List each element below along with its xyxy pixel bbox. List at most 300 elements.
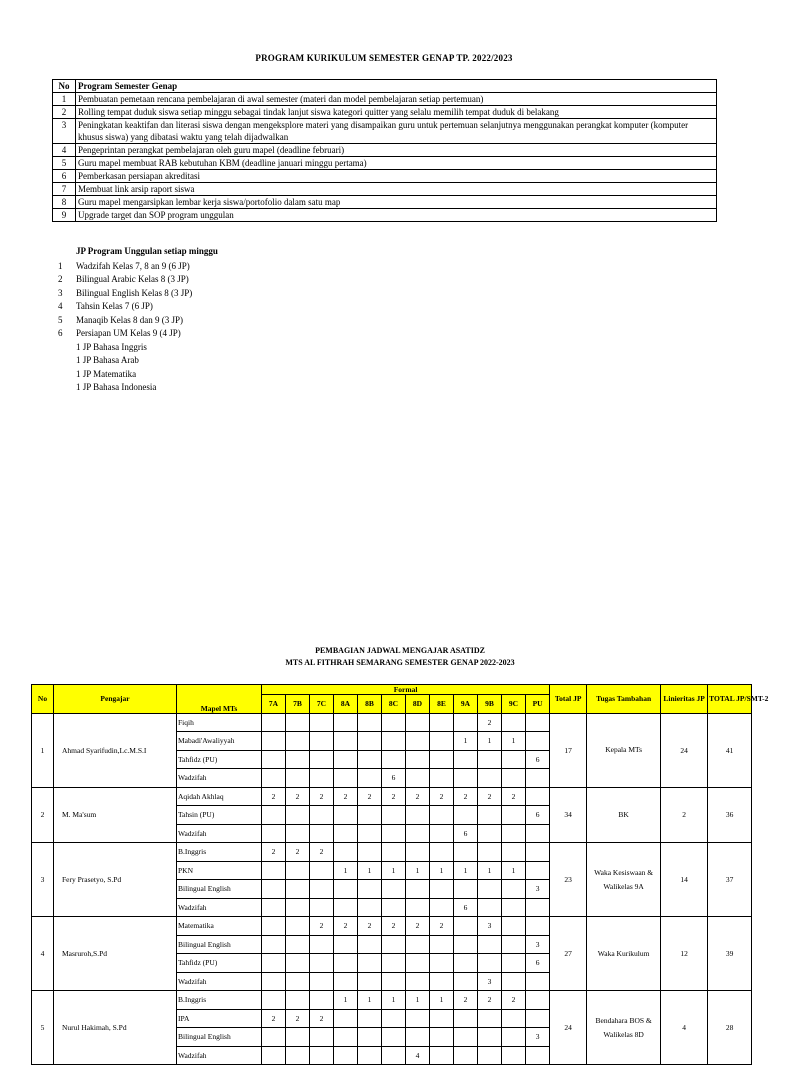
header-class: 8B — [358, 695, 382, 714]
jp-cell: 1 — [478, 732, 502, 751]
jp-cell — [406, 954, 430, 973]
total-smt-cell: 39 — [708, 917, 752, 991]
jp-cell: 1 — [454, 861, 478, 880]
jp-cell — [502, 824, 526, 843]
jp-cell — [262, 972, 286, 991]
subject-cell: IPA — [177, 1009, 262, 1028]
jp-cell — [454, 769, 478, 788]
jp-cell — [430, 1028, 454, 1047]
jp-cell — [286, 713, 310, 732]
teacher-name: Nurul Hakimah, S.Pd — [54, 991, 177, 1065]
program-row-no: 9 — [53, 209, 76, 222]
program-row — [53, 196, 717, 209]
jp-cell — [334, 880, 358, 899]
jp-cell: 2 — [310, 917, 334, 936]
teacher-name: Ahmad Syarifudin,Lc.M.S.I — [54, 713, 177, 787]
program-row-no: 1 — [53, 93, 76, 106]
jp-cell: 2 — [262, 1009, 286, 1028]
jp-cell — [358, 824, 382, 843]
jp-cell — [310, 861, 334, 880]
jp-program-item-text: Manaqib Kelas 8 dan 9 (3 JP) — [76, 314, 183, 325]
jp-cell — [358, 769, 382, 788]
tugas-cell: BK — [587, 787, 661, 843]
subject-cell: Wadzifah — [177, 769, 262, 788]
jp-program-title: JP Program Unggulan setiap minggu — [76, 246, 218, 256]
jp-cell — [502, 806, 526, 825]
jp-cell — [310, 824, 334, 843]
jp-cell — [478, 935, 502, 954]
total-smt-cell: 41 — [708, 713, 752, 787]
schedule-row — [32, 713, 752, 732]
header-total-jp: Total JP — [550, 685, 587, 714]
jp-cell — [502, 1046, 526, 1065]
program-row — [53, 170, 717, 183]
jp-cell — [526, 972, 550, 991]
jp-cell — [262, 732, 286, 751]
program-row-text: Upgrade target dan SOP program unggulan — [76, 209, 717, 222]
linieritas-cell: 24 — [661, 713, 708, 787]
header-mapel: Mapel MTs — [177, 685, 262, 714]
jp-cell: 4 — [406, 1046, 430, 1065]
program-row-text: Rolling tempat duduk siswa setiap minggu sebagai tindak lanjut siswa kategori quitter yang selalu memilih tempat duduk di belakang — [76, 106, 717, 119]
jp-cell — [526, 1009, 550, 1028]
jp-cell — [286, 1028, 310, 1047]
jp-cell — [262, 898, 286, 917]
jp-cell — [502, 713, 526, 732]
jp-cell — [310, 898, 334, 917]
jp-cell — [430, 972, 454, 991]
jp-cell — [262, 880, 286, 899]
jp-cell — [478, 806, 502, 825]
program-row — [53, 93, 717, 106]
program-row — [53, 119, 717, 144]
jp-cell — [406, 898, 430, 917]
jp-cell: 6 — [382, 769, 406, 788]
jp-cell — [310, 1028, 334, 1047]
jp-cell — [526, 917, 550, 936]
jp-program-item-no: 3 — [58, 287, 63, 298]
total-jp-cell: 17 — [550, 713, 587, 787]
jp-program-item — [58, 273, 192, 286]
jp-cell: 1 — [334, 861, 358, 880]
jp-cell — [502, 898, 526, 917]
program-table — [52, 79, 717, 222]
jp-cell: 2 — [286, 1009, 310, 1028]
schedule-title-line1: PEMBAGIAN JADWAL MENGAJAR ASATIDZ — [315, 646, 485, 655]
jp-cell — [358, 954, 382, 973]
jp-cell: 1 — [454, 732, 478, 751]
jp-program-item-no: 2 — [58, 274, 63, 285]
jp-cell — [310, 991, 334, 1010]
jp-cell: 2 — [382, 917, 406, 936]
jp-cell — [358, 713, 382, 732]
jp-cell — [358, 732, 382, 751]
jp-cell — [478, 1046, 502, 1065]
jp-cell: 2 — [334, 917, 358, 936]
jp-cell: 2 — [286, 843, 310, 862]
header-class: 9C — [502, 695, 526, 714]
jp-cell — [430, 880, 454, 899]
jp-cell: 6 — [454, 898, 478, 917]
jp-cell: 2 — [454, 787, 478, 806]
jp-program-item — [58, 327, 192, 340]
jp-cell: 2 — [358, 917, 382, 936]
jp-cell — [478, 750, 502, 769]
jp-cell — [454, 750, 478, 769]
jp-cell — [502, 935, 526, 954]
jp-cell: 2 — [478, 713, 502, 732]
jp-cell — [406, 769, 430, 788]
jp-cell — [382, 824, 406, 843]
subject-cell: Tahfidz (PU) — [177, 954, 262, 973]
jp-cell — [430, 750, 454, 769]
tugas-cell: Waka Kurikulum — [587, 917, 661, 991]
jp-cell — [286, 806, 310, 825]
header-total-smt: TOTAL JP/SMT-2 — [708, 685, 752, 714]
jp-cell — [382, 954, 406, 973]
teacher-no: 3 — [32, 843, 54, 917]
jp-cell — [382, 935, 406, 954]
jp-cell — [502, 1028, 526, 1047]
jp-cell — [406, 880, 430, 899]
jp-cell — [502, 750, 526, 769]
jp-cell: 2 — [502, 787, 526, 806]
jp-cell — [382, 806, 406, 825]
jp-cell — [526, 732, 550, 751]
jp-cell — [286, 935, 310, 954]
jp-cell — [358, 750, 382, 769]
jp-cell — [454, 1028, 478, 1047]
jp-cell — [334, 769, 358, 788]
program-row-no: 6 — [53, 170, 76, 183]
jp-cell — [358, 972, 382, 991]
teacher-no: 1 — [32, 713, 54, 787]
jp-cell — [454, 806, 478, 825]
jp-cell — [358, 806, 382, 825]
jp-cell — [526, 861, 550, 880]
jp-cell — [358, 1009, 382, 1028]
jp-cell: 3 — [526, 880, 550, 899]
jp-cell — [310, 954, 334, 973]
jp-cell — [334, 806, 358, 825]
jp-cell: 6 — [526, 750, 550, 769]
schedule-title — [0, 645, 800, 669]
program-row — [53, 209, 717, 222]
jp-program-item-no: 1 — [58, 261, 63, 271]
jp-cell — [358, 898, 382, 917]
jp-cell — [478, 843, 502, 862]
jp-cell — [262, 861, 286, 880]
jp-cell — [286, 769, 310, 788]
subject-cell: Tahfidz (PU) — [177, 750, 262, 769]
schedule-table — [31, 684, 769, 1065]
jp-cell — [406, 935, 430, 954]
jp-cell — [526, 769, 550, 788]
header-formal: Formal — [262, 685, 550, 695]
header-class: 7B — [286, 695, 310, 714]
linieritas-cell: 14 — [661, 843, 708, 917]
schedule-row — [32, 787, 752, 806]
jp-cell — [406, 843, 430, 862]
total-jp-cell: 24 — [550, 991, 587, 1065]
jp-cell: 1 — [430, 991, 454, 1010]
jp-cell: 6 — [526, 954, 550, 973]
jp-cell — [430, 769, 454, 788]
jp-cell: 2 — [430, 787, 454, 806]
jp-cell — [382, 843, 406, 862]
program-row — [53, 157, 717, 170]
jp-cell — [334, 954, 358, 973]
jp-cell — [406, 1028, 430, 1047]
subject-cell: Bilingual English — [177, 935, 262, 954]
jp-cell — [454, 972, 478, 991]
jp-cell — [358, 1046, 382, 1065]
program-row — [53, 144, 717, 157]
jp-cell: 2 — [262, 843, 286, 862]
total-smt-cell: 28 — [708, 991, 752, 1065]
jp-program-item-no: 5 — [58, 314, 63, 325]
teacher-name: Masruroh,S.Pd — [54, 917, 177, 991]
tugas-cell: Waka Kesiswaan & Walikelas 9A — [587, 843, 661, 917]
linieritas-cell: 4 — [661, 991, 708, 1065]
jp-cell — [454, 843, 478, 862]
jp-cell: 2 — [358, 787, 382, 806]
jp-cell — [382, 1046, 406, 1065]
total-jp-cell: 27 — [550, 917, 587, 991]
jp-cell — [334, 843, 358, 862]
jp-cell — [454, 954, 478, 973]
jp-cell — [334, 898, 358, 917]
jp-cell — [406, 824, 430, 843]
subject-cell: Bilingual English — [177, 1028, 262, 1047]
jp-cell — [478, 1028, 502, 1047]
program-row-text: Pembuatan pemetaan rencana pembelajaran di awal semester (materi dan model pembelajaran setiap pertemuan) — [76, 93, 717, 106]
jp-cell — [502, 1009, 526, 1028]
jp-cell: 3 — [478, 972, 502, 991]
jp-cell — [286, 824, 310, 843]
jp-cell — [406, 750, 430, 769]
jp-cell — [430, 732, 454, 751]
jp-cell — [478, 1009, 502, 1028]
jp-cell — [406, 713, 430, 732]
jp-cell — [262, 935, 286, 954]
header-teacher: Pengajar — [54, 685, 177, 714]
jp-cell — [334, 732, 358, 751]
program-row-no: 4 — [53, 144, 76, 157]
jp-cell: 6 — [526, 806, 550, 825]
subject-cell: Wadzifah — [177, 972, 262, 991]
jp-cell: 2 — [262, 787, 286, 806]
jp-cell — [478, 954, 502, 973]
subject-cell: Wadzifah — [177, 1046, 262, 1065]
jp-cell: 1 — [334, 991, 358, 1010]
subject-cell: Aqidah Akhlaq — [177, 787, 262, 806]
jp-cell — [502, 954, 526, 973]
subject-cell: Mabadi'Awaliyyah — [177, 732, 262, 751]
jp-cell — [478, 898, 502, 917]
schedule-header-row-1 — [32, 685, 752, 695]
jp-program-item-text: Persiapan UM Kelas 9 (4 JP) — [76, 328, 181, 339]
jp-cell: 1 — [358, 861, 382, 880]
teacher-name: Fery Prasetyo, S.Pd — [54, 843, 177, 917]
header-class: PU — [526, 695, 550, 714]
subject-cell: Fiqih — [177, 713, 262, 732]
jp-cell — [262, 1028, 286, 1047]
jp-cell: 1 — [478, 861, 502, 880]
jp-program-list — [58, 260, 192, 340]
jp-cell — [286, 861, 310, 880]
jp-program-subitem: 1 JP Bahasa Inggris — [76, 342, 147, 352]
jp-cell — [430, 713, 454, 732]
jp-cell — [310, 732, 334, 751]
jp-cell: 2 — [478, 787, 502, 806]
jp-cell — [526, 991, 550, 1010]
jp-cell: 2 — [286, 787, 310, 806]
total-smt-cell: 36 — [708, 787, 752, 843]
jp-cell: 1 — [382, 861, 406, 880]
jp-cell — [286, 954, 310, 973]
jp-cell — [286, 917, 310, 936]
jp-cell — [454, 713, 478, 732]
jp-program-item-no: 6 — [58, 328, 63, 339]
jp-cell — [526, 824, 550, 843]
jp-cell — [478, 880, 502, 899]
jp-cell: 1 — [406, 991, 430, 1010]
jp-program-item-text: Tahsin Kelas 7 (6 JP) — [76, 301, 153, 312]
teacher-no: 4 — [32, 917, 54, 991]
jp-cell: 3 — [526, 935, 550, 954]
header-class: 8A — [334, 695, 358, 714]
schedule-row — [32, 917, 752, 936]
jp-cell — [310, 935, 334, 954]
jp-cell — [526, 787, 550, 806]
teacher-no: 5 — [32, 991, 54, 1065]
header-class: 7A — [262, 695, 286, 714]
tugas-cell: Kepala MTs — [587, 713, 661, 787]
subject-cell: Matematika — [177, 917, 262, 936]
jp-cell: 1 — [382, 991, 406, 1010]
header-class: 9A — [454, 695, 478, 714]
jp-cell — [286, 732, 310, 751]
jp-cell — [502, 972, 526, 991]
jp-cell — [262, 917, 286, 936]
jp-cell — [334, 713, 358, 732]
header-class: 8C — [382, 695, 406, 714]
program-header-row — [53, 80, 717, 93]
header-no: No — [32, 685, 54, 714]
jp-cell — [526, 843, 550, 862]
program-header-program: Program Semester Genap — [76, 80, 717, 93]
jp-cell: 1 — [502, 861, 526, 880]
jp-cell — [382, 1009, 406, 1028]
jp-cell: 1 — [406, 861, 430, 880]
jp-cell — [286, 972, 310, 991]
jp-cell — [502, 880, 526, 899]
teacher-no: 2 — [32, 787, 54, 843]
header-class: 8D — [406, 695, 430, 714]
jp-cell — [310, 972, 334, 991]
header-class: 7C — [310, 695, 334, 714]
jp-cell: 3 — [526, 1028, 550, 1047]
jp-cell — [478, 824, 502, 843]
schedule-row — [32, 843, 752, 862]
jp-cell — [382, 750, 406, 769]
jp-cell — [358, 935, 382, 954]
jp-cell: 2 — [454, 991, 478, 1010]
linieritas-cell: 12 — [661, 917, 708, 991]
jp-program-item — [58, 260, 192, 273]
jp-cell — [430, 898, 454, 917]
jp-cell — [286, 1046, 310, 1065]
jp-cell — [286, 991, 310, 1010]
total-jp-cell: 23 — [550, 843, 587, 917]
program-title: PROGRAM KURIKULUM SEMESTER GENAP TP. 2022/2023 — [255, 53, 513, 63]
jp-cell — [262, 991, 286, 1010]
jp-cell — [454, 880, 478, 899]
jp-cell — [334, 750, 358, 769]
program-row-text: Guru mapel membuat RAB kebutuhan KBM (deadline januari minggu pertama) — [76, 157, 717, 170]
program-row-text: Membuat link arsip raport siswa — [76, 183, 717, 196]
tugas-cell: Bendahara BOS & Walikelas 8D — [587, 991, 661, 1065]
jp-cell — [262, 769, 286, 788]
jp-cell — [526, 713, 550, 732]
jp-cell — [430, 935, 454, 954]
subject-cell: Bilingual English — [177, 880, 262, 899]
jp-program-item-text: Bilingual Arabic Kelas 8 (3 JP) — [76, 274, 189, 285]
jp-cell — [262, 1046, 286, 1065]
jp-cell: 2 — [478, 991, 502, 1010]
subject-cell: PKN — [177, 861, 262, 880]
program-row — [53, 183, 717, 196]
jp-cell: 2 — [502, 991, 526, 1010]
jp-cell — [430, 843, 454, 862]
jp-cell — [310, 769, 334, 788]
jp-cell — [526, 1046, 550, 1065]
jp-program-subitem: 1 JP Matematika — [76, 368, 137, 379]
jp-cell — [382, 713, 406, 732]
jp-program-item — [58, 314, 192, 327]
jp-cell — [382, 898, 406, 917]
jp-cell: 1 — [502, 732, 526, 751]
total-jp-cell: 34 — [550, 787, 587, 843]
jp-cell — [502, 917, 526, 936]
jp-cell — [286, 750, 310, 769]
jp-cell — [334, 824, 358, 843]
jp-program-item — [58, 287, 192, 300]
jp-cell: 1 — [430, 861, 454, 880]
jp-cell — [454, 917, 478, 936]
jp-cell — [502, 843, 526, 862]
jp-cell — [334, 1009, 358, 1028]
jp-cell — [454, 1009, 478, 1028]
jp-cell — [502, 769, 526, 788]
jp-cell — [262, 954, 286, 973]
jp-cell — [430, 1009, 454, 1028]
jp-program-item-text: Wadzifah Kelas 7, 8 an 9 (6 JP) — [76, 261, 190, 271]
jp-cell: 2 — [430, 917, 454, 936]
jp-program-sublist — [76, 341, 156, 395]
jp-cell — [382, 880, 406, 899]
jp-cell — [358, 843, 382, 862]
program-row-no: 7 — [53, 183, 76, 196]
jp-cell — [406, 806, 430, 825]
header-linieritas: Linieritas JP — [661, 685, 708, 714]
jp-program-subitem: 1 JP Bahasa Arab — [76, 355, 139, 366]
header-class: 9B — [478, 695, 502, 714]
jp-cell — [334, 935, 358, 954]
jp-cell — [406, 972, 430, 991]
header-tugas: Tugas Tambahan — [587, 685, 661, 714]
